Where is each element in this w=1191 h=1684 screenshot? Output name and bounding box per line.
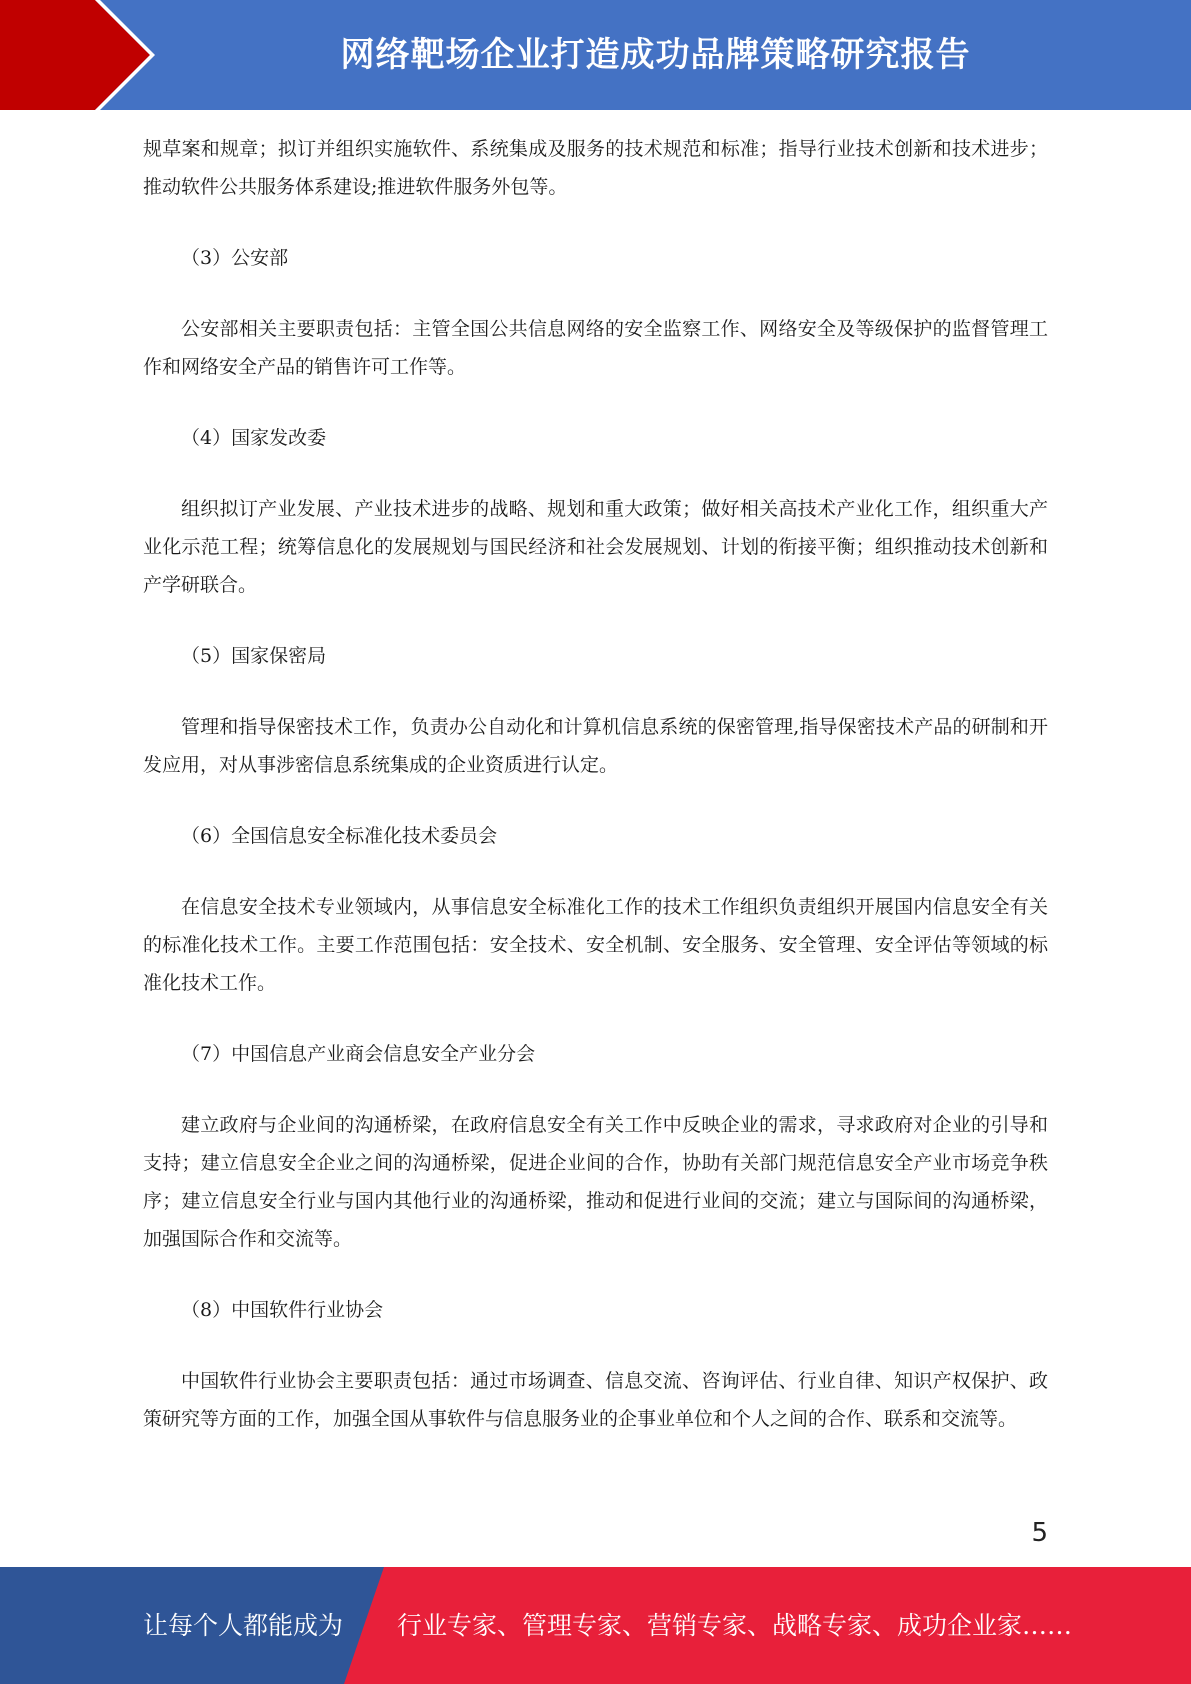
paragraph-7: 建立政府与企业间的沟通桥梁，在政府信息安全有关工作中反映企业的需求，寻求政府对企业的引导和支持；建立信息安全企业之间的沟通桥梁，促进企业间的合作，协助有关部门规范信息安全产业市场竞争秩序；建立信息安全行业与国内其他行业的沟通桥梁，推动和促进行业间的交流；建立与国际间的沟通桥梁，加强国际合作和交流等。 — [143, 1114, 1048, 1250]
paragraph-4: 组织拟订产业发展、产业技术进步的战略、规划和重大政策；做好相关高技术产业化工作，组织重大产业化示范工程；统筹信息化的发展规划与国民经济和社会发展规划、计划的衔接平衡；组织推动技术创新和产学研联合。 — [143, 498, 1048, 596]
section-heading-8: （8）中国软件行业协会 — [181, 1299, 384, 1321]
document-body — [143, 130, 1048, 1471]
paragraph-3: 公安部相关主要职责包括：主管全国公共信息网络的安全监察工作、网络安全及等级保护的监督管理工作和网络安全产品的销售许可工作等。 — [143, 318, 1048, 378]
paragraph-8: 中国软件行业协会主要职责包括：通过市场调查、信息交流、咨询评估、行业自律、知识产权保护、政策研究等方面的工作，加强全国从事软件与信息服务业的企事业单位和个人之间的合作、联系和交流等。 — [143, 1370, 1048, 1430]
section-heading-6: （6）全国信息安全标准化技术委员会 — [181, 825, 498, 847]
section-heading-3: （3）公安部 — [181, 247, 289, 269]
paragraph-continued: 规草案和规章；拟订并组织实施软件、系统集成及服务的技术规范和标准；指导行业技术创新和技术进步；推动软件公共服务体系建设;推进软件服务外包等。 — [143, 138, 1048, 198]
page-header — [0, 0, 1191, 110]
section-heading-4: （4）国家发改委 — [181, 427, 327, 449]
paragraph-5: 管理和指导保密技术工作，负责办公自动化和计算机信息系统的保密管理,指导保密技术产品的研制和开发应用，对从事涉密信息系统集成的企业资质进行认定。 — [143, 716, 1048, 776]
report-title: 网络靶场企业打造成功品牌策略研究报告 — [340, 35, 971, 75]
page-number: 5 — [1031, 1518, 1048, 1548]
footer-slogan-left: 让每个人都能成为 — [143, 1611, 344, 1640]
paragraph-6: 在信息安全技术专业领域内，从事信息安全标准化工作的技术工作组织负责组织开展国内信息安全有关的标准化技术工作。主要工作范围包括：安全技术、安全机制、安全服务、安全管理、安全评估等领域的标准化技术工作。 — [143, 896, 1048, 994]
section-heading-7: （7）中国信息产业商会信息安全产业分会 — [181, 1043, 536, 1065]
section-heading-5: （5）国家保密局 — [181, 645, 327, 667]
page-footer — [0, 1567, 1191, 1684]
footer-slogan-right: 行业专家、管理专家、营销专家、战略专家、成功企业家…… — [397, 1611, 1073, 1640]
